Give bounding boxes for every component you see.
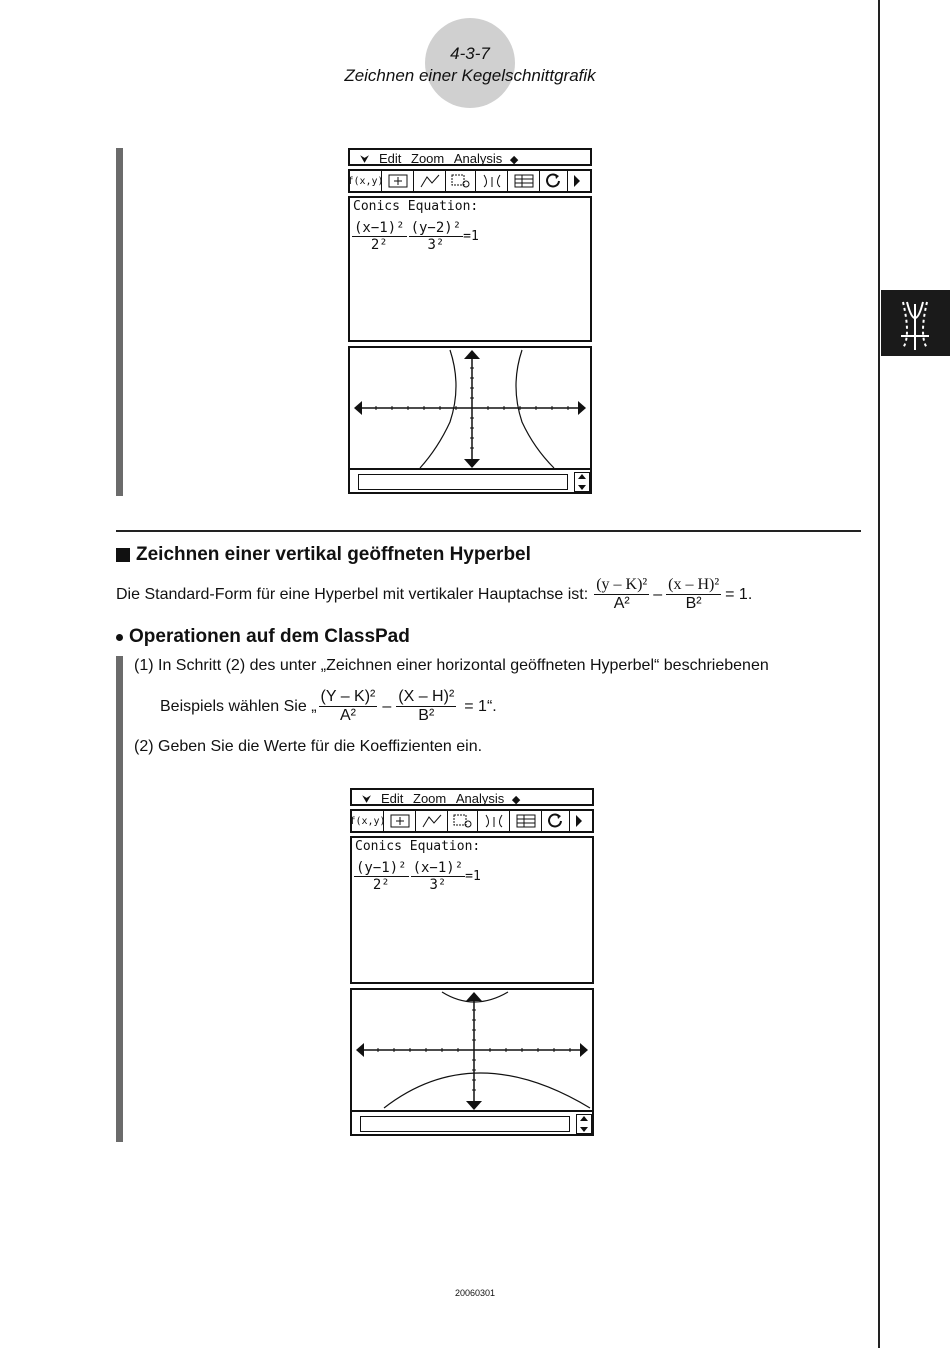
zoom-box-icon [450,173,472,189]
fxy-button[interactable]: f(x,y) [352,811,384,831]
formula-numerator: (Y – K)² [320,688,376,705]
menu-edit[interactable]: Edit [380,791,404,806]
fraction-numerator: (y−1)² [356,860,407,876]
redraw-icon [547,813,565,829]
zoom-box-button[interactable] [446,171,476,191]
formula-denominator: B² [418,707,435,724]
graph-button[interactable] [416,811,448,831]
formula-tail: = 1“. [464,697,497,715]
zoom-box-icon [452,813,474,829]
trace-icon [481,173,503,189]
fraction-denominator: 2² [372,877,390,893]
formula-denominator: A² [613,595,630,612]
formula-denominator: B² [685,595,702,612]
hyperbola-graph [350,348,590,492]
square-bullet-icon [116,548,130,562]
classpad-screen-1 [348,148,592,494]
operations-heading [116,626,410,648]
formula-numerator: (X – H)² [398,688,455,705]
section-title: Zeichnen einer vertikal geöffneten Hyperbel [136,544,531,565]
graph-icon [419,173,441,189]
fit-icon [389,813,411,829]
step-marker: (2) [134,738,154,755]
conics-editor[interactable] [348,196,592,342]
formula-denominator: A² [339,707,356,724]
graph-window[interactable] [350,988,594,1136]
scroll-arrows-icon[interactable] [574,472,590,492]
redraw-icon [545,173,563,189]
section-divider [116,530,861,532]
equals-one: =1 [465,869,481,884]
menu-bar [348,148,592,166]
operations-title: Operationen auf dem ClassPad [129,626,410,647]
step-1 [134,657,769,675]
classpad-screen-2 [350,788,594,1136]
equals-one: =1 [463,229,479,244]
intro-text: Die Standard-Form für eine Hyperbel mit vertikaler Hauptachse ist: [116,585,589,603]
formula-numerator: (y – K)² [596,576,648,593]
table-icon [515,813,537,829]
conic-equation [354,860,481,893]
menu-diamond-icon[interactable]: ◆ [509,154,519,166]
toolbar [348,169,592,193]
menu-zoom[interactable]: Zoom [413,791,447,806]
step-text: In Schritt (2) des unter „Zeichnen einer horizontal geöffneten Hyperbel“ beschriebenen [158,657,769,674]
menu-bar [350,788,594,806]
round-bullet-icon [116,634,123,641]
step-text: Geben Sie die Werte für die Koeffizienten ein. [158,738,483,755]
zoom-box-button[interactable] [448,811,478,831]
redraw-button[interactable] [542,811,570,831]
right-arrow-icon [572,173,582,189]
step-marker: (1) [134,657,154,674]
menu-arrow-icon[interactable]: ⮟ [362,794,372,806]
hyperbola-graph [352,990,592,1134]
fxy-button[interactable]: f(x,y) [350,171,382,191]
status-input[interactable] [358,474,568,490]
formula-numerator: (x – H)² [668,576,720,593]
fit-icon [387,173,409,189]
formula-minus: – [653,585,663,603]
fit-button[interactable] [384,811,416,831]
menu-edit[interactable]: Edit [378,151,402,166]
equation-label: Conics Equation: [355,839,481,854]
graph-window[interactable] [348,346,592,494]
step-1-continued [160,688,497,725]
table-button[interactable] [510,811,542,831]
fraction-denominator: 3² [427,237,445,253]
section-heading [116,544,531,566]
section-intro [116,576,752,613]
menu-diamond-icon[interactable]: ◆ [511,794,521,806]
footer-code: 20060301 [454,1288,496,1298]
step-2 [134,738,482,756]
formula-minus: – [382,697,392,715]
status-input[interactable] [360,1116,570,1132]
left-margin-bar [116,148,123,496]
menu-analysis[interactable]: Analysis [453,151,503,166]
right-arrow-icon [574,813,584,829]
toolbar-next-button[interactable] [570,811,588,831]
page-number: 4-3-7 [450,44,490,63]
scroll-arrows-icon[interactable] [576,1114,592,1134]
trace-button[interactable] [478,811,510,831]
menu-arrow-icon[interactable]: ⮟ [360,154,370,166]
chapter-tab [881,290,950,356]
graph-icon [421,813,443,829]
fraction-numerator: (y−2)² [410,220,462,236]
menu-zoom[interactable]: Zoom [411,151,445,166]
conic-equation [352,220,479,253]
fraction-numerator: (x−1)² [354,220,405,236]
fraction-denominator: 3² [429,877,447,893]
left-margin-bar [116,656,123,1142]
menu-analysis[interactable]: Analysis [455,791,505,806]
redraw-button[interactable] [540,171,568,191]
fraction-denominator: 2² [370,237,388,253]
running-title: Zeichnen einer Kegelschnittgrafik [344,66,596,85]
fraction-numerator: (x−1)² [412,860,464,876]
fit-button[interactable] [382,171,414,191]
equation-label: Conics Equation: [353,199,479,214]
conics-tab-icon [881,290,950,356]
toolbar [350,809,594,833]
table-icon [513,173,535,189]
graph-button[interactable] [414,171,446,191]
table-button[interactable] [508,171,540,191]
conics-editor[interactable] [350,836,594,984]
trace-button[interactable] [476,171,508,191]
right-margin-rule [878,0,880,1348]
step-text-continued: Beispiels wählen Sie „ [160,697,317,715]
toolbar-next-button[interactable] [568,171,586,191]
formula-tail: = 1. [725,585,753,603]
trace-icon [483,813,505,829]
